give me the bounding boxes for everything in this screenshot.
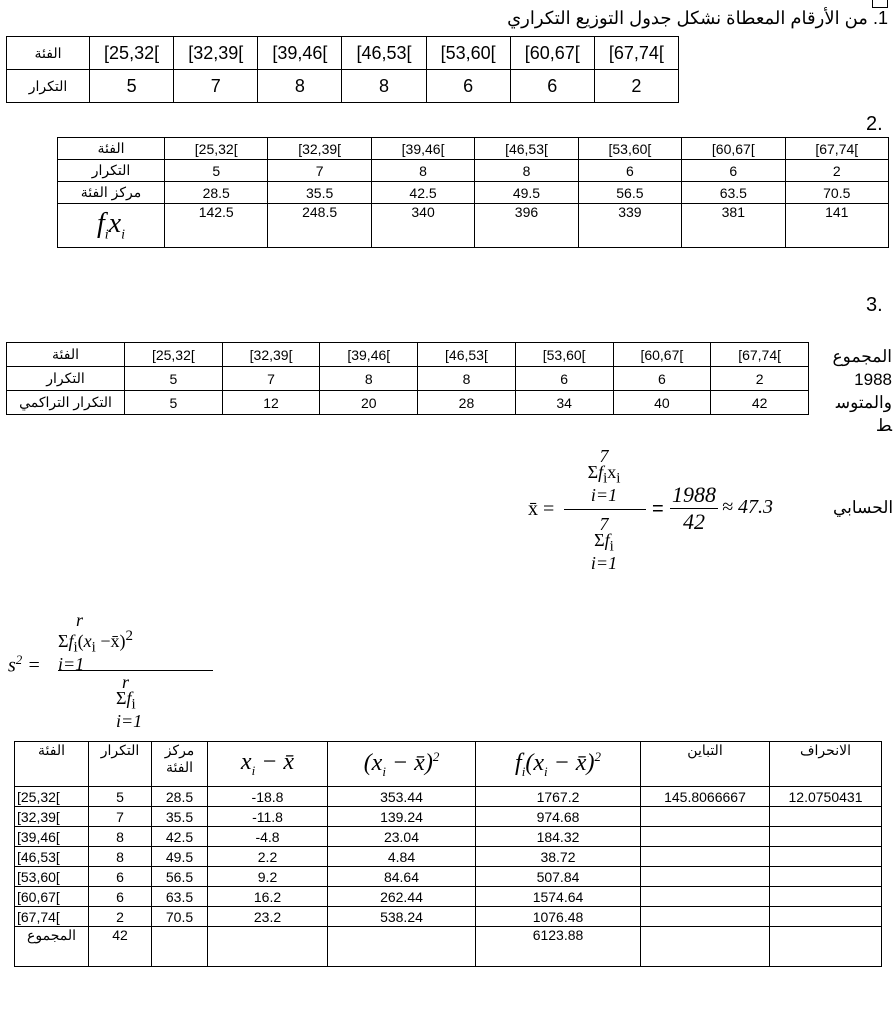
freq-cell: 8 xyxy=(475,160,578,182)
fx-cell: 248.5 xyxy=(268,204,371,248)
class-cell: [53,60[ xyxy=(515,343,613,367)
cum-cell: 5 xyxy=(125,391,223,415)
class-cell: [60,67[ xyxy=(613,343,711,367)
variance-denominator xyxy=(116,674,142,729)
freq-cell: 8 xyxy=(371,160,474,182)
header-class: الفئة xyxy=(15,742,89,787)
class-cell: [46,53[ xyxy=(475,138,578,160)
stddev-cell xyxy=(770,827,882,847)
dev2-cell: 84.64 xyxy=(328,867,476,887)
frequency-table xyxy=(6,36,679,103)
variance-cell xyxy=(641,847,770,867)
arith-label: الحسابي xyxy=(833,498,894,517)
class-cell: [25,32[ xyxy=(165,138,268,160)
center-cell: 49.5 xyxy=(152,847,208,867)
class-cell: [60,67[ xyxy=(682,138,785,160)
freq-cell: 7 xyxy=(268,160,371,182)
empty-cell xyxy=(208,927,328,967)
sum-upper: r xyxy=(76,610,84,630)
sum-lower: i=1 xyxy=(590,484,618,505)
stddev-cell: 12.0750431 xyxy=(770,787,882,807)
class-cell: [67,74[ xyxy=(785,138,888,160)
table-row xyxy=(15,827,882,847)
sum-lower: i=1 xyxy=(58,653,85,674)
section3-number: 3. xyxy=(866,294,883,316)
dev2-cell: 353.44 xyxy=(328,787,476,807)
label-class: الفئة xyxy=(7,343,125,367)
freq-cell: 6 xyxy=(426,70,510,103)
class-cell: [46,53[ xyxy=(342,37,426,70)
class-cell: [39,46[ xyxy=(15,827,89,847)
freq-cell: 5 xyxy=(90,70,174,103)
freq-cell: 2 xyxy=(89,907,152,927)
header-freq: التكرار xyxy=(89,742,152,787)
center-cell: 35.5 xyxy=(268,182,371,204)
class-cell: [67,74[ xyxy=(594,37,678,70)
class-cell: [32,39[ xyxy=(15,807,89,827)
sum-value: 1988 xyxy=(854,370,892,389)
header-stddev: الانحراف xyxy=(770,742,882,787)
dev-cell: -11.8 xyxy=(208,807,328,827)
freq-cell: 6 xyxy=(682,160,785,182)
class-cell: [39,46[ xyxy=(258,37,342,70)
label-fx xyxy=(58,204,165,248)
table-row xyxy=(15,907,882,927)
cum-cell: 20 xyxy=(320,391,418,415)
mean-value-fraction xyxy=(670,482,718,535)
variance-cell xyxy=(641,907,770,927)
total-freq: 42 xyxy=(89,927,152,967)
class-cell: [53,60[ xyxy=(426,37,510,70)
freq-cell: 2 xyxy=(785,160,888,182)
table-row xyxy=(7,70,679,103)
dev2-cell: 538.24 xyxy=(328,907,476,927)
table-row xyxy=(15,807,882,827)
center-cell: 28.5 xyxy=(165,182,268,204)
freq-cell: 7 xyxy=(89,807,152,827)
mean-fraction-line xyxy=(564,509,646,510)
sigma-icon: $\Sigma f_i$ xyxy=(594,530,614,555)
dev-cell: 16.2 xyxy=(208,887,328,907)
freq-cell: 6 xyxy=(89,867,152,887)
mean-formula xyxy=(528,448,828,573)
label-freq: التكرار xyxy=(58,160,165,182)
freq-cell: 5 xyxy=(89,787,152,807)
freq-cell: 8 xyxy=(418,367,516,391)
class-cell: [25,32[ xyxy=(90,37,174,70)
total-fdev2: 6123.88 xyxy=(476,927,641,967)
header-dev2: ($x_i$ − x̄)$^2$ xyxy=(328,742,476,787)
label-freq: التكرار xyxy=(7,367,125,391)
fdev2-cell: 184.32 xyxy=(476,827,641,847)
empty-cell xyxy=(152,927,208,967)
table-row xyxy=(7,343,809,367)
center-cell: 63.5 xyxy=(682,182,785,204)
center-cell: 35.5 xyxy=(152,807,208,827)
variance-cell xyxy=(641,827,770,847)
section2-number: 2. xyxy=(866,113,883,135)
cum-cell: 28 xyxy=(418,391,516,415)
mean-result: ≈ 47.3 xyxy=(722,496,773,518)
stddev-cell xyxy=(770,847,882,867)
dev-cell: 2.2 xyxy=(208,847,328,867)
fx-cell: 396 xyxy=(475,204,578,248)
class-cell: [25,32[ xyxy=(125,343,223,367)
center-cell: 42.5 xyxy=(152,827,208,847)
freq-cell: 8 xyxy=(258,70,342,103)
header-variance: التباين xyxy=(641,742,770,787)
mean-denom: 42 xyxy=(683,509,705,534)
center-cell: 70.5 xyxy=(152,907,208,927)
total-label: المجموع xyxy=(15,927,89,967)
sum-lower: i=1 xyxy=(590,552,618,573)
section1-heading-text: من الأرقام المعطاة نشكل جدول التوزيع التكراري xyxy=(507,8,868,28)
section1-number: 1. xyxy=(872,8,888,28)
fdev2-cell: 507.84 xyxy=(476,867,641,887)
mean-numer: 1988 xyxy=(672,482,716,507)
cumulative-table xyxy=(6,342,809,415)
mean-label: والمتوسط xyxy=(835,393,892,435)
center-cell: 42.5 xyxy=(371,182,474,204)
freq-cell: 5 xyxy=(165,160,268,182)
label-center: مركز الفئة xyxy=(58,182,165,204)
mean-numerator-sum xyxy=(564,448,644,503)
class-cell: [53,60[ xyxy=(578,138,681,160)
fx-cell: 339 xyxy=(578,204,681,248)
sum-upper: 7 xyxy=(599,446,609,466)
variance-cell xyxy=(641,807,770,827)
fx-cell: 381 xyxy=(682,204,785,248)
sum-note xyxy=(826,345,892,437)
table-row xyxy=(15,847,882,867)
class-cell: [32,39[ xyxy=(268,138,371,160)
freq-cell: 8 xyxy=(320,367,418,391)
class-cell: [67,74[ xyxy=(711,343,809,367)
table-row xyxy=(58,138,889,160)
fdev2-cell: 1574.64 xyxy=(476,887,641,907)
table-row xyxy=(7,37,679,70)
fdev2-cell: 974.68 xyxy=(476,807,641,827)
sigma-icon: $\Sigma f_i(x_i$ −x̄)$^2$ xyxy=(58,628,133,656)
table-row xyxy=(58,204,889,248)
mean-symbol: x̄ = xyxy=(528,498,555,520)
sum-upper: r xyxy=(122,672,130,692)
freq-cell: 2 xyxy=(594,70,678,103)
label-class: الفئة xyxy=(58,138,165,160)
freq-cell: 6 xyxy=(89,887,152,907)
variance-lhs: $s^2$ = xyxy=(8,652,41,677)
variance-cell xyxy=(641,887,770,907)
freq-cell: 6 xyxy=(510,70,594,103)
equals-sign: = xyxy=(652,498,664,520)
table-header-row xyxy=(15,742,882,787)
class-cell: [60,67[ xyxy=(510,37,594,70)
dev2-cell: 262.44 xyxy=(328,887,476,907)
dev2-cell: 23.04 xyxy=(328,827,476,847)
table-row xyxy=(7,367,809,391)
dev-cell: -4.8 xyxy=(208,827,328,847)
stddev-cell xyxy=(770,887,882,907)
class-cell: [39,46[ xyxy=(371,138,474,160)
freq-cell: 2 xyxy=(711,367,809,391)
freq-cell: 7 xyxy=(222,367,320,391)
freq-cell: 6 xyxy=(613,367,711,391)
header-center: مركز الفئة xyxy=(152,742,208,787)
section1-heading xyxy=(507,8,888,29)
stddev-cell xyxy=(770,867,882,887)
cum-cell: 40 xyxy=(613,391,711,415)
table-row xyxy=(15,787,882,807)
dev-cell: 23.2 xyxy=(208,907,328,927)
freq-cell: 5 xyxy=(125,367,223,391)
dev-cell: 9.2 xyxy=(208,867,328,887)
centers-table xyxy=(57,137,889,248)
variance-fraction-line xyxy=(58,670,213,671)
sigma-icon: $\Sigma f_i$ xyxy=(116,688,136,713)
cum-cell: 34 xyxy=(515,391,613,415)
sum-label: المجموع xyxy=(832,347,892,366)
table-row xyxy=(58,182,889,204)
freq-cell: 8 xyxy=(89,847,152,867)
center-cell: 56.5 xyxy=(578,182,681,204)
cum-cell: 42 xyxy=(711,391,809,415)
class-cell: [25,32[ xyxy=(15,787,89,807)
empty-cell xyxy=(641,927,770,967)
fdev2-cell: 1767.2 xyxy=(476,787,641,807)
class-cell: [60,67[ xyxy=(15,887,89,907)
class-cell: [46,53[ xyxy=(418,343,516,367)
header-dev: $x_i$ − x̄ xyxy=(208,742,328,787)
freq-cell: 8 xyxy=(342,70,426,103)
table-row xyxy=(15,867,882,887)
sum-lower: i=1 xyxy=(116,710,143,731)
sigma-icon: $\Sigma f_ix_i$ xyxy=(587,462,621,487)
center-cell: 49.5 xyxy=(475,182,578,204)
class-cell: [53,60[ xyxy=(15,867,89,887)
empty-cell xyxy=(770,927,882,967)
freq-cell: 6 xyxy=(578,160,681,182)
mean-denominator-sum xyxy=(574,516,634,571)
stddev-cell xyxy=(770,807,882,827)
class-cell: [32,39[ xyxy=(222,343,320,367)
total-row xyxy=(15,927,882,967)
header-fdev2: $f_i(x_i$ − x̄)$^2$ xyxy=(476,742,641,787)
variance-formula xyxy=(8,610,218,731)
class-cell: [46,53[ xyxy=(15,847,89,867)
stddev-cell xyxy=(770,907,882,927)
freq-cell: 7 xyxy=(174,70,258,103)
class-cell: [32,39[ xyxy=(174,37,258,70)
center-cell: 56.5 xyxy=(152,867,208,887)
fdev2-cell: 1076.48 xyxy=(476,907,641,927)
label-freq: التكرار xyxy=(7,70,90,103)
cum-cell: 12 xyxy=(222,391,320,415)
center-cell: 70.5 xyxy=(785,182,888,204)
fx-cell: 142.5 xyxy=(165,204,268,248)
variance-cell: 145.8066667 xyxy=(641,787,770,807)
dev2-cell: 139.24 xyxy=(328,807,476,827)
class-cell: [67,74[ xyxy=(15,907,89,927)
center-cell: 28.5 xyxy=(152,787,208,807)
fx-cell: 141 xyxy=(785,204,888,248)
class-cell: [39,46[ xyxy=(320,343,418,367)
corner-box xyxy=(872,0,888,8)
label-class: الفئة xyxy=(7,37,90,70)
sum-upper: 7 xyxy=(599,514,609,534)
variance-cell xyxy=(641,867,770,887)
label-cum: التكرار التراكمي xyxy=(7,391,125,415)
center-cell: 63.5 xyxy=(152,887,208,907)
variance-table xyxy=(14,741,882,967)
table-row xyxy=(15,887,882,907)
variance-numerator xyxy=(58,612,133,672)
table-row xyxy=(58,160,889,182)
fx-cell: 340 xyxy=(371,204,474,248)
freq-cell: 8 xyxy=(89,827,152,847)
fdev2-cell: 38.72 xyxy=(476,847,641,867)
fx-symbol: $f_ix_i$ xyxy=(97,207,125,243)
empty-cell xyxy=(328,927,476,967)
table-row xyxy=(7,391,809,415)
freq-cell: 6 xyxy=(515,367,613,391)
dev-cell: -18.8 xyxy=(208,787,328,807)
dev2-cell: 4.84 xyxy=(328,847,476,867)
